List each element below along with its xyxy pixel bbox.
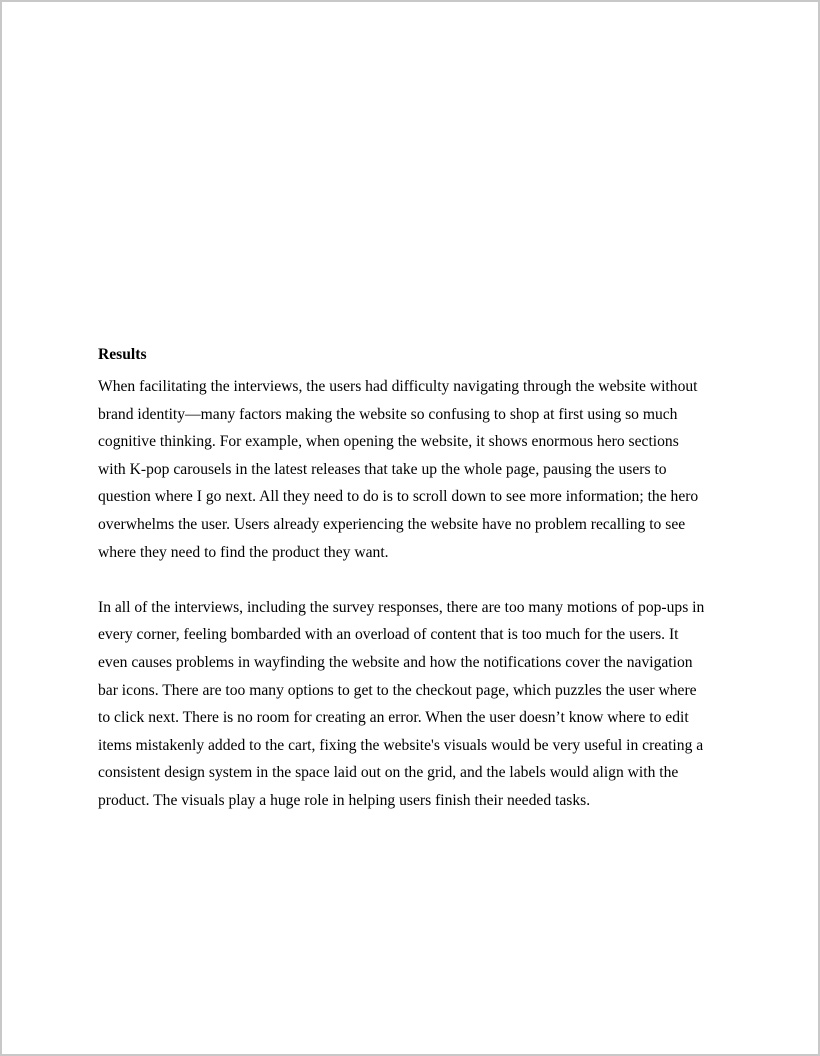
paragraph-line: brand identity—many factors making the website so confusing to shop at first using so much [98, 405, 678, 423]
paragraph-line: even causes problems in wayfinding the website and how the notifications cover the navigation [98, 653, 693, 671]
paragraph-line: When facilitating the interviews, the users had difficulty navigating through the website without [98, 378, 698, 395]
section-heading: Results [98, 346, 147, 363]
paragraph-line: question where I go next. All they need to do is to scroll down to see more information; the hero [98, 488, 699, 506]
paragraph-line: to click next. There is no room for creating an error. When the user doesn’t know where to edit [98, 709, 689, 727]
paragraph-line: cognitive thinking. For example, when opening the website, it shows enormous hero sections [98, 433, 679, 451]
paragraph-line: In all of the interviews, including the survey responses, there are too many motions of pop-ups in [98, 598, 705, 616]
paragraph-line: product. The visuals play a huge role in helping users finish their needed tasks. [98, 791, 591, 809]
paragraph-line: every corner, feeling bombarded with an overload of content that is too much for the users. It [98, 626, 679, 644]
paragraph-line: bar icons. There are too many options to get to the checkout page, which puzzles the user where [98, 681, 697, 699]
paragraph-1 [98, 373, 724, 566]
document-body [98, 341, 724, 815]
paragraph-line: consistent design system in the space laid out on the grid, and the labels would align with the [98, 764, 679, 782]
paragraph-2 [98, 594, 724, 815]
paragraph-line: with K-pop carousels in the latest releases that take up the whole page, pausing the users to [98, 460, 667, 478]
paragraph-line: where they need to find the product they want. [98, 543, 389, 561]
paragraph-spacer [98, 566, 724, 594]
paragraph-line: overwhelms the user. Users already experiencing the website have no problem recalling to see [98, 515, 686, 533]
paragraph-line: items mistakenly added to the cart, fixing the website's visuals would be very useful in creating a [98, 736, 704, 754]
